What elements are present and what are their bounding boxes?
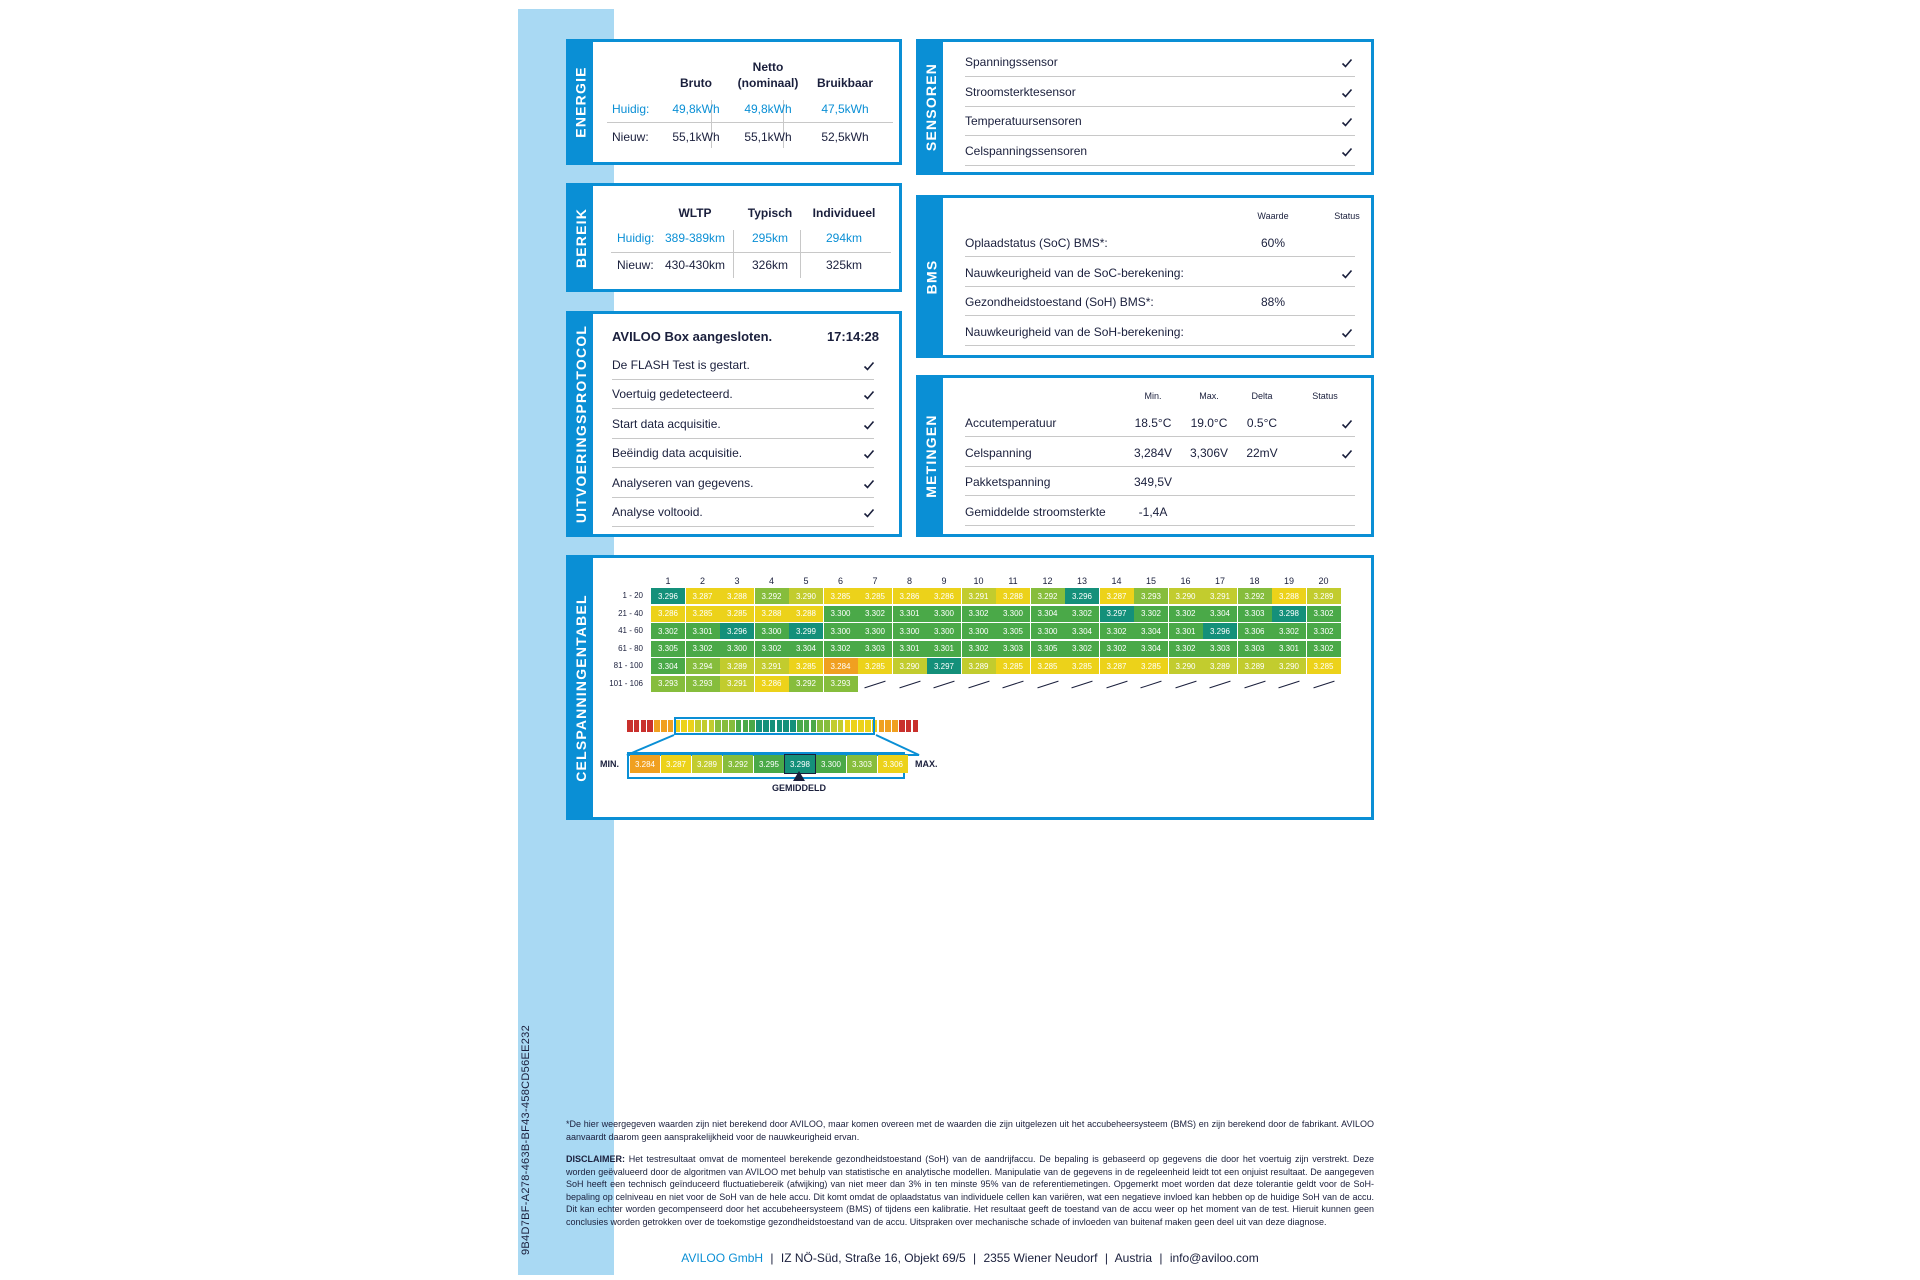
column-number: 4 (768, 576, 774, 586)
cell-voltage: 3.288 (789, 606, 823, 622)
gradient-segment (892, 720, 898, 732)
bereik-value: 389-389km (664, 231, 726, 245)
cell-voltage: 3.288 (755, 606, 789, 622)
energie-value: 47,5kWh (821, 102, 869, 116)
energie-header: Netto (nominaal) (737, 60, 799, 90)
legend-cell: 3.303 (847, 755, 877, 773)
metingen-label: Celspanning (965, 445, 1032, 460)
cell-voltage: 3.287 (1100, 658, 1134, 674)
cell-voltage: 3.302 (1100, 641, 1134, 657)
column-number: 2 (699, 576, 705, 586)
metingen-min: -1,4A (1138, 504, 1168, 519)
bms-label: Oplaadstatus (SoC) BMS*: (965, 236, 1108, 250)
column-number: 12 (1042, 576, 1053, 586)
check-icon (1341, 418, 1353, 430)
bereik-panel (566, 183, 902, 292)
empty-cell-slash (968, 680, 989, 688)
row-divider (612, 438, 874, 439)
legend-cell: 3.287 (661, 755, 691, 773)
bereik-header: WLTP (678, 206, 712, 220)
cell-voltage: 3.287 (686, 588, 720, 604)
footer-city: 2355 Wiener Neudorf (983, 1251, 1098, 1265)
metingen-label: Accutemperatuur (965, 416, 1057, 430)
empty-cell-slash (1209, 680, 1230, 688)
column-number: 16 (1180, 576, 1191, 586)
cell-voltage: 3.304 (1134, 623, 1168, 639)
metingen-min: 349,5V (1133, 475, 1173, 489)
bereik-row-label: Huidig: (617, 231, 655, 245)
metingen-header: Max. (1199, 391, 1219, 401)
check-icon (863, 448, 875, 460)
max-label: MAX. (915, 759, 938, 769)
cell-voltage: 3.290 (1169, 658, 1203, 674)
row-divider (607, 122, 893, 123)
sensoren-tab: SENSOREN (919, 42, 943, 172)
empty-cell-slash (1244, 680, 1265, 688)
cell-voltage: 3.290 (789, 588, 823, 604)
cell-voltage: 3.286 (651, 606, 685, 622)
cell-voltage: 3.291 (962, 588, 996, 604)
row-label: 81 - 100 (613, 661, 643, 670)
cell-voltage: 3.289 (720, 658, 754, 674)
row-divider (611, 252, 891, 253)
cell-voltage: 3.301 (1169, 623, 1203, 639)
cell-voltage: 3.285 (1307, 658, 1341, 674)
gradient-segment (668, 720, 674, 732)
energie-panel (566, 39, 902, 165)
cell-voltage: 3.292 (755, 588, 789, 604)
metingen-min: 3,284V (1133, 445, 1173, 460)
check-icon (1341, 57, 1353, 69)
cell-voltage: 3.285 (1065, 658, 1099, 674)
metingen-delta: 0.5°C (1246, 416, 1278, 430)
empty-cell-slash (933, 680, 954, 688)
bms-label: Gezondheidstoestand (SoH) BMS*: (965, 295, 1154, 309)
cell-voltage: 3.303 (1238, 606, 1272, 622)
cell-voltage: 3.300 (858, 623, 892, 639)
gradient-segment (879, 720, 885, 732)
cell-voltage: 3.289 (1238, 658, 1272, 674)
column-number: 10 (973, 576, 984, 586)
cell-voltage: 3.300 (824, 623, 858, 639)
column-number: 5 (803, 576, 809, 586)
row-divider (965, 525, 1355, 526)
celtabel-tab: CELSPANNINGENTABEL (569, 558, 593, 817)
bms-value: 88% (1260, 295, 1286, 309)
protocol-step: Voertuig gedetecteerd. (612, 387, 733, 402)
metingen-header: Status (1312, 391, 1338, 401)
gradient-segment (654, 720, 660, 732)
protocol-tab: UITVOERINGSPROTOCOL (569, 314, 593, 534)
footer: AVILOO GmbH | IZ NÖ-Süd, Straße 16, Objekt 69/5 | 2355 Wiener Neudorf | Austria | info@aviloo.com (681, 1251, 1259, 1265)
cell-voltage: 3.284 (824, 658, 858, 674)
check-icon (863, 360, 875, 372)
metingen-max: 19.0°C (1190, 416, 1228, 430)
bereik-value: 294km (825, 231, 863, 245)
cell-voltage: 3.304 (1134, 641, 1168, 657)
cell-voltage: 3.302 (1065, 641, 1099, 657)
bms-panel (916, 195, 1374, 358)
cell-voltage: 3.305 (1031, 641, 1065, 657)
cell-voltage: 3.302 (686, 641, 720, 657)
legend-cell: 3.300 (816, 755, 846, 773)
row-label: 41 - 60 (618, 626, 643, 635)
column-number: 7 (872, 576, 878, 586)
empty-cell-slash (1278, 680, 1299, 688)
cell-voltage: 3.288 (1272, 588, 1306, 604)
cell-voltage: 3.304 (651, 658, 685, 674)
cell-voltage: 3.285 (720, 606, 754, 622)
cell-voltage: 3.302 (962, 641, 996, 657)
sensor-label: Stroomsterktesensor (965, 84, 1076, 99)
disclaimer-label: DISCLAIMER: (566, 1154, 625, 1164)
column-number: 17 (1214, 576, 1225, 586)
legend-cell: 3.292 (723, 755, 753, 773)
cell-voltage: 3.292 (1238, 588, 1272, 604)
bereik-value: 430-430km (664, 258, 726, 272)
energie-value: 55,1kWh (744, 130, 792, 144)
cell-voltage: 3.300 (1031, 623, 1065, 639)
cell-voltage: 3.285 (996, 658, 1030, 674)
gradient-segment (885, 720, 891, 732)
energie-row-label: Huidig: (612, 102, 650, 116)
cell-voltage: 3.285 (686, 606, 720, 622)
cell-voltage: 3.294 (686, 658, 720, 674)
cell-voltage: 3.302 (1169, 641, 1203, 657)
empty-cell-slash (1140, 680, 1161, 688)
check-icon (1341, 87, 1353, 99)
bms-col-status: Status (1334, 211, 1360, 221)
cell-voltage: 3.285 (1134, 658, 1168, 674)
average-marker-icon (793, 771, 805, 781)
energie-value: 52,5kWh (821, 130, 869, 144)
cell-voltage: 3.302 (824, 641, 858, 657)
column-number: 20 (1318, 576, 1329, 586)
cell-voltage: 3.302 (1272, 623, 1306, 639)
row-divider (965, 466, 1355, 467)
column-number: 11 (1008, 576, 1018, 586)
column-number: 1 (665, 576, 671, 586)
celspanningentabel-panel (566, 555, 1374, 820)
energie-header: Bruikbaar (816, 76, 874, 90)
row-divider (965, 436, 1355, 437)
cell-voltage: 3.301 (1272, 641, 1306, 657)
bms-tab: BMS (919, 198, 943, 355)
gradient-segment (647, 720, 653, 732)
energie-tab: ENERGIE (569, 42, 593, 162)
cell-voltage: 3.293 (686, 676, 720, 692)
legend-cell: 3.289 (692, 755, 722, 773)
check-icon (1341, 448, 1353, 460)
bms-col-waarde: Waarde (1257, 211, 1289, 221)
energie-value: 49,8kWh (744, 102, 792, 116)
cell-voltage: 3.292 (1031, 588, 1065, 604)
check-icon (1341, 327, 1353, 339)
row-label: 21 - 40 (618, 608, 643, 618)
empty-cell-slash (1106, 680, 1127, 688)
cell-voltage: 3.303 (1203, 641, 1237, 657)
gradient-segment (661, 720, 667, 732)
cell-voltage: 3.290 (1272, 658, 1306, 674)
column-number: 6 (837, 576, 843, 586)
row-divider (612, 467, 874, 468)
bms-label: Nauwkeurigheid van de SoH-berekening: (965, 324, 1184, 339)
column-number: 15 (1145, 576, 1156, 586)
gradient-segment (627, 720, 633, 732)
cell-voltage: 3.304 (1031, 606, 1065, 622)
cell-voltage: 3.304 (789, 641, 823, 657)
cell-voltage: 3.300 (927, 606, 961, 622)
gradient-segment (634, 720, 640, 732)
cell-voltage: 3.285 (858, 658, 892, 674)
column-number: 8 (906, 576, 912, 586)
protocol-step: Start data acquisitie. (612, 416, 721, 431)
cell-voltage: 3.288 (996, 588, 1030, 604)
cell-voltage: 3.291 (755, 658, 789, 674)
cell-voltage: 3.302 (1134, 606, 1168, 622)
protocol-step: De FLASH Test is gestart. (612, 358, 750, 372)
cell-voltage: 3.304 (1203, 606, 1237, 622)
column-number: 18 (1249, 576, 1260, 586)
row-divider (965, 76, 1355, 77)
sensor-label: Temperatuursensoren (965, 114, 1082, 128)
footer-address: IZ NÖ-Süd, Straße 16, Objekt 69/5 (780, 1251, 966, 1265)
row-divider (965, 256, 1355, 257)
sensor-label: Celspanningssensoren (965, 143, 1088, 158)
check-icon (1341, 268, 1353, 280)
legend-cell: 3.306 (878, 755, 908, 773)
min-label: MIN. (600, 759, 619, 769)
cell-voltage: 3.285 (824, 588, 858, 604)
cell-voltage: 3.305 (651, 641, 685, 657)
footer-email[interactable]: info@aviloo.com (1169, 1251, 1259, 1265)
bereik-row-label: Nieuw: (617, 258, 654, 272)
cell-voltage: 3.303 (858, 641, 892, 657)
disclaimer (566, 1153, 1374, 1228)
gradient-segment (899, 720, 905, 732)
cell-voltage: 3.302 (651, 623, 685, 639)
metingen-max: 3,306V (1189, 445, 1229, 460)
cell-voltage: 3.299 (789, 623, 823, 639)
gradient-segment (906, 720, 912, 732)
cell-voltage: 3.289 (962, 658, 996, 674)
row-divider (612, 379, 874, 380)
disclaimer-text: Het testresultaat omvat de momenteel berekende gezondheidstoestand (SoH) van de aandrijfaccu. De bepaling is gebaseerd op gegevens die door het voertuig zijn verstrekt. Deze worden geëvalueerd door de algoritmen van AVILOO met behulp van statistische en analytische modellen. Manipulatie van de gegevens in de regeleenheid leidt tot een onjuist resultaat. De aangegeven SoH heeft een technisch geïnduceerd fluctuatiebereik (afwijking) van niet meer dan 3% in ten minste 95% van de referentiemetingen. Opgemerkt moet worden dat deze tolerantie geldt voor de SoH-bepaling op celniveau en niet voor de SoH van de hele accu. Dit komt omdat de oplaadstatus van individuele cellen kan variëren, wat een negatieve invloed kan hebben op de huidige SoH van de accu. Dit kan echter worden gecompenseerd door het accubeheersysteem (BMS) of tijdens een kalibratie. Het resultaat geeft de toestand van de accu weer op het moment van de test. Hieruit kunnen geen conclusies worden getrokken over de toekomstige gezondheidstoestand van de accu. Uitspraken over mechanische schade of invloeden van buitenaf maken geen deel uit van deze diagnose. (566, 1154, 1374, 1227)
column-number: 14 (1111, 576, 1122, 586)
cell-voltage: 3.285 (1031, 658, 1065, 674)
cell-voltage: 3.302 (858, 606, 892, 622)
protocol-step: Analyse voltooid. (612, 505, 703, 519)
metingen-panel (916, 375, 1374, 537)
cell-voltage: 3.300 (720, 641, 754, 657)
bereik-header: Typisch (747, 206, 793, 220)
energie-row-label: Nieuw: (612, 130, 649, 144)
cell-voltage: 3.296 (651, 588, 685, 604)
check-icon (863, 389, 875, 401)
empty-cell-slash (1313, 680, 1334, 688)
cell-voltage: 3.302 (962, 606, 996, 622)
cell-voltage: 3.300 (893, 623, 927, 639)
gradient-segment (913, 720, 919, 732)
cell-voltage: 3.292 (789, 676, 823, 692)
row-label: 101 - 106 (609, 678, 643, 688)
protocol-title: AVILOO Box aangesloten. (612, 329, 773, 344)
row-divider (965, 106, 1355, 107)
document-id: 9B4D7BF-A278-463B-BF43-458CD56EE232 (520, 1024, 532, 1255)
metingen-label: Gemiddelde stroomsterkte (965, 504, 1106, 519)
cell-voltage: 3.303 (1238, 641, 1272, 657)
cell-voltage: 3.291 (720, 676, 754, 692)
legend-cell: 3.298 (785, 755, 815, 773)
cell-voltage: 3.289 (1307, 588, 1341, 604)
cell-voltage: 3.300 (927, 623, 961, 639)
cell-voltage: 3.301 (686, 623, 720, 639)
check-icon (863, 419, 875, 431)
row-label: 61 - 80 (618, 643, 643, 653)
empty-cell-slash (1002, 680, 1023, 688)
sensoren-panel (916, 39, 1374, 175)
row-divider (612, 497, 874, 498)
protocol-panel (566, 311, 902, 537)
cell-voltage: 3.289 (1203, 658, 1237, 674)
cell-voltage: 3.301 (893, 606, 927, 622)
row-divider (965, 135, 1355, 136)
row-divider (612, 526, 874, 527)
row-divider (965, 286, 1355, 287)
cell-voltage: 3.304 (1065, 623, 1099, 639)
empty-cell-slash (1071, 680, 1092, 688)
cell-voltage: 3.285 (789, 658, 823, 674)
column-number: 13 (1076, 576, 1087, 586)
empty-cell-slash (864, 680, 885, 688)
empty-cell-slash (899, 680, 920, 688)
cell-voltage: 3.291 (1203, 588, 1237, 604)
bereik-value: 325km (825, 258, 863, 272)
energie-value: 55,1kWh (672, 130, 720, 144)
cell-voltage: 3.286 (755, 676, 789, 692)
row-divider (965, 165, 1355, 166)
protocol-time: 17:14:28 (826, 329, 879, 344)
energie-header: Bruto (680, 76, 712, 90)
sensor-label: Spanningssensor (965, 55, 1058, 69)
cell-voltage: 3.302 (1307, 641, 1341, 657)
bereik-value: 326km (751, 258, 789, 272)
metingen-delta: 22mV (1246, 445, 1278, 460)
row-divider (612, 408, 874, 409)
cell-voltage: 3.302 (755, 641, 789, 657)
protocol-step: Analyseren van gegevens. (612, 475, 754, 490)
cell-voltage: 3.285 (858, 588, 892, 604)
row-divider (965, 345, 1355, 346)
bereik-tab: BEREIK (569, 186, 593, 289)
row-divider (965, 495, 1355, 496)
row-divider (965, 315, 1355, 316)
bms-value: 60% (1260, 236, 1286, 250)
metingen-header: Min. (1144, 391, 1162, 401)
cell-voltage: 3.301 (927, 641, 961, 657)
cell-voltage: 3.286 (927, 588, 961, 604)
cell-voltage: 3.290 (1169, 588, 1203, 604)
cell-voltage: 3.287 (1100, 588, 1134, 604)
cell-voltage: 3.300 (755, 623, 789, 639)
cell-voltage: 3.300 (996, 606, 1030, 622)
cell-voltage: 3.297 (1100, 606, 1134, 622)
check-icon (863, 478, 875, 490)
metingen-header: Delta (1251, 391, 1273, 401)
empty-cell-slash (1175, 680, 1196, 688)
cell-voltage: 3.290 (893, 658, 927, 674)
protocol-step: Beëindig data acquisitie. (612, 446, 743, 461)
legend-cell: 3.284 (630, 755, 660, 773)
cell-voltage: 3.293 (1134, 588, 1168, 604)
footer-country: Austria (1114, 1251, 1153, 1265)
gradient-segment (641, 720, 647, 732)
bereik-value: 295km (751, 231, 789, 245)
cell-voltage: 3.305 (996, 623, 1030, 639)
cell-voltage: 3.302 (1307, 606, 1341, 622)
cell-voltage: 3.296 (1203, 623, 1237, 639)
cell-voltage: 3.303 (996, 641, 1030, 657)
cell-voltage: 3.302 (1065, 606, 1099, 622)
cell-voltage: 3.300 (824, 606, 858, 622)
footer-company: AVILOO GmbH (681, 1251, 764, 1265)
metingen-tab: METINGEN (919, 378, 943, 534)
metingen-min: 18.5°C (1134, 416, 1172, 430)
cell-voltage: 3.302 (1307, 623, 1341, 639)
column-number: 19 (1283, 576, 1294, 586)
check-icon (863, 507, 875, 519)
column-number: 9 (941, 576, 947, 586)
cell-voltage: 3.306 (1238, 623, 1272, 639)
check-icon (1341, 146, 1353, 158)
bereik-header: Individueel (812, 206, 876, 220)
cell-voltage: 3.301 (893, 641, 927, 657)
metingen-label: Pakketspanning (965, 475, 1051, 489)
cell-voltage: 3.288 (720, 588, 754, 604)
empty-cell-slash (1037, 680, 1058, 688)
cell-voltage: 3.296 (720, 623, 754, 639)
cell-voltage: 3.302 (1169, 606, 1203, 622)
legend-cell: 3.295 (754, 755, 784, 773)
cell-voltage: 3.293 (651, 676, 685, 692)
cell-voltage: 3.293 (824, 676, 858, 692)
cell-voltage: 3.286 (893, 588, 927, 604)
average-label: GEMIDDELD (772, 783, 826, 793)
row-label: 1 - 20 (622, 591, 643, 600)
cell-voltage: 3.298 (1272, 606, 1306, 622)
check-icon (1341, 116, 1353, 128)
cell-voltage: 3.300 (962, 623, 996, 639)
gradient-highlight (674, 717, 875, 735)
column-number: 3 (734, 576, 740, 586)
energie-value: 49,8kWh (672, 102, 720, 116)
cell-voltage: 3.297 (927, 658, 961, 674)
cell-voltage: 3.302 (1100, 623, 1134, 639)
cell-voltage: 3.296 (1065, 588, 1099, 604)
footnote: *De hier weergegeven waarden zijn niet berekend door AVILOO, maar komen overeen met de waarden die zijn uitgelezen uit het accubeheersysteem (BMS) en zijn berekend door de fabrikant. AVILOO aanvaardt daarom geen aansprakelijkheid voor de nauwkeurigheid ervan. (566, 1119, 1374, 1142)
bms-label: Nauwkeurigheid van de SoC-berekening: (965, 265, 1184, 280)
